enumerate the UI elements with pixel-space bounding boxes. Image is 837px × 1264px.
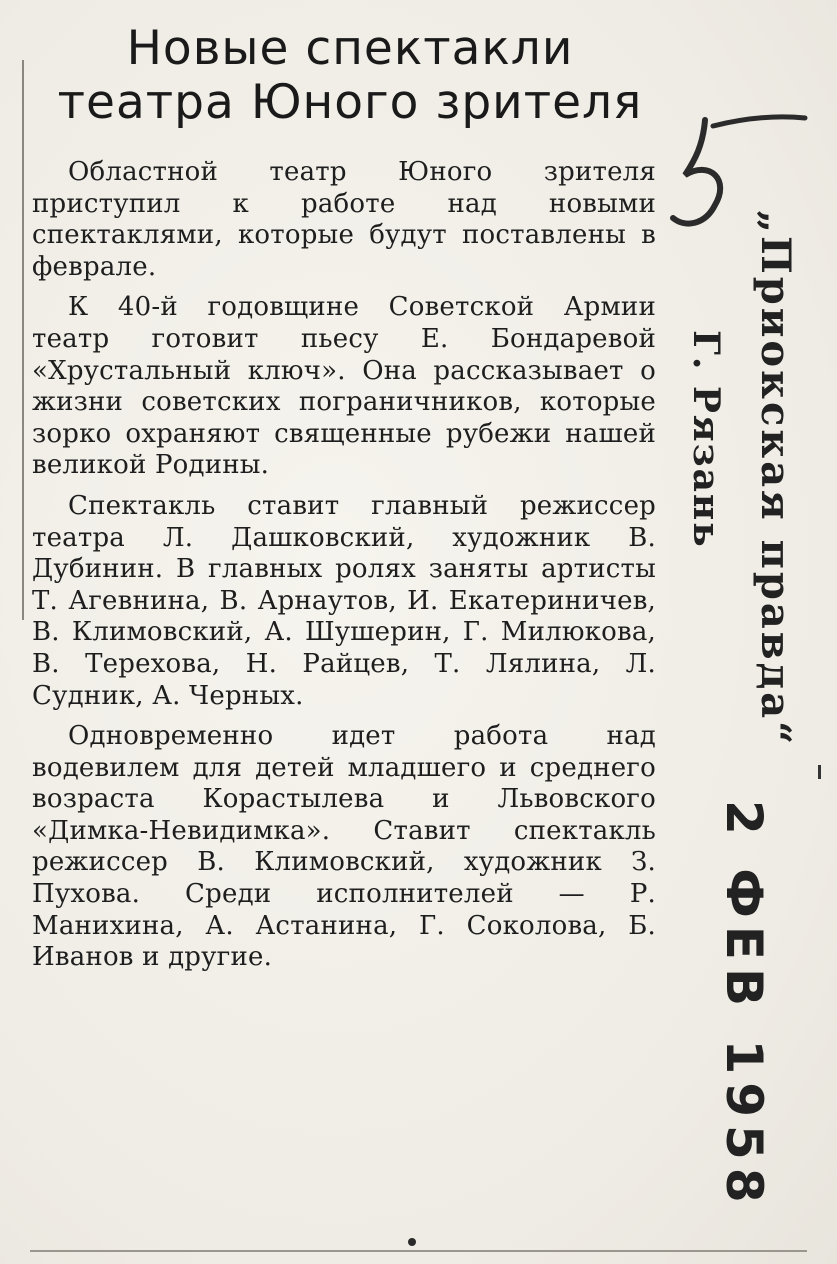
- paragraph-3: Спектакль ставит главный режиссер театра Л. Дашковский, художник В. Дубинин. В главных ролях заняты артисты Т. Агевнина, В. Арнаутов, И. Екатериничев, В. Климовский, А. Шушерин, Г. Милюкова, В. Терехова, Н. Райцев, Т. Лялина, Л. Судник, А. Черных.: [32, 490, 656, 711]
- edge-mark: [818, 765, 821, 779]
- paragraph-2: К 40-й годовщине Советской Армии театр готовит пьесу Е. Бондаревой «Хрустальный ключ». Она рассказывает о жизни советских пограничников, которые зорко охраняют священные рубежи нашей великой Родины.: [32, 292, 656, 481]
- stamp-date: 2 ФЕВ 1958: [715, 800, 773, 1211]
- headline-line-1: Новые спектакли: [126, 21, 574, 76]
- bottom-rule: [30, 1250, 807, 1252]
- column-rule: [22, 60, 24, 620]
- page-dot: [408, 1238, 416, 1246]
- stamp-newspaper-name: „Приокская правда“: [752, 210, 799, 748]
- article-body: [32, 157, 656, 983]
- stamp-city: Г. Рязань: [685, 330, 727, 549]
- paragraph-4: Одновременно идет работа над водевилем для детей младшего и среднего возраста Корастылева и Львовского «Димка-Невидимка». Ставит спектакль режиссер В. Климовский, художник З. Пухова. Среди исполнителей — Р. Манихина, А. Астанина, Г. Соколова, Б. Иванов и другие.: [32, 721, 656, 973]
- paragraph-1: Областной театр Юного зрителя приступил к работе над новыми спектаклями, которые будут поставлены в феврале.: [32, 157, 656, 282]
- article-headline: [30, 22, 670, 130]
- headline-line-2: театра Юного зрителя: [57, 75, 643, 130]
